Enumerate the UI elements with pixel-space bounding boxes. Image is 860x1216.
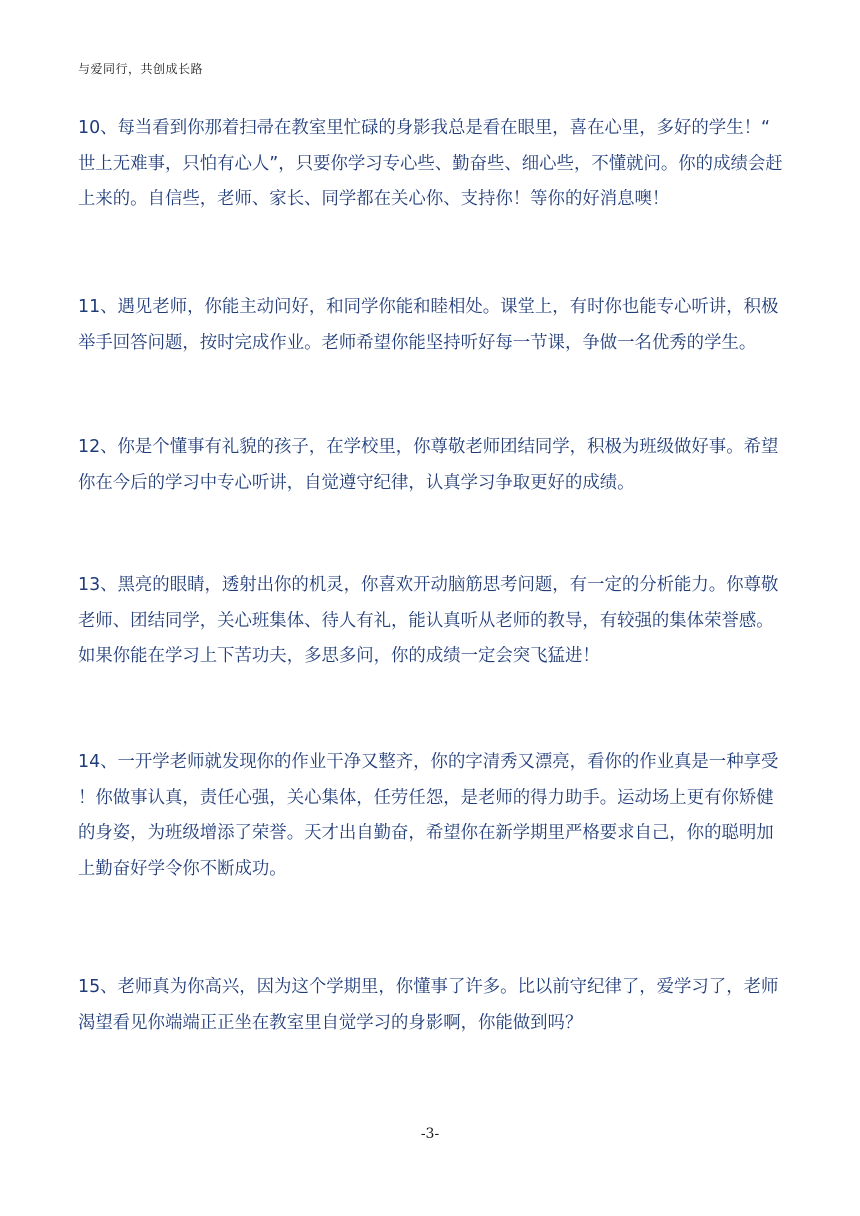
- page-number: -3-: [420, 1126, 440, 1142]
- comment-paragraph-13: 13、黑亮的眼睛，透射出你的机灵，你喜欢开动脑筋思考问题，有一定的分析能力。你尊敬老师、团结同学，关心班集体、待人有礼，能认真听从老师的教导，有较强的集体荣誉感。如果你能在学习上下苦功夫，多思多问，你的成绩一定会突飞猛进！: [78, 575, 779, 666]
- comment-paragraph-14: 14、一开学老师就发现你的作业干净又整齐，你的字清秀又漂亮，看你的作业真是一种享受！你做事认真，责任心强，关心集体，任劳任怨，是老师的得力助手。运动场上更有你矫健的身姿，为班级增添了荣誉。天才出自勤奋，希望你在新学期里严格要求自己，你的聪明加上勤奋好学令你不断成功。: [78, 752, 779, 879]
- comment-paragraph-10: 10、每当看到你那着扫帚在教室里忙碌的身影我总是看在眼里，喜在心里，多好的学生！“世上无难事，只怕有心人”，只要你学习专心些、勤奋些、细心些，不懂就问。你的成绩会赶上来的。自信些，老师、家长、同学都在关心你、支持你！等你的好消息噢！: [78, 118, 783, 209]
- comment-paragraph-11: 11、遇见老师，你能主动问好，和同学你能和睦相处。课堂上，有时你也能专心听讲，积极举手回答问题，按时完成作业。老师希望你能坚持听好每一节课，争做一名优秀的学生。: [78, 297, 779, 353]
- page-header: 与爱同行，共创成长路: [78, 62, 204, 76]
- comment-paragraph-15: 15、老师真为你高兴，因为这个学期里，你懂事了许多。比以前守纪律了，爱学习了，老师渴望看见你端端正正坐在教室里自觉学习的身影啊，你能做到吗？: [78, 977, 779, 1033]
- comment-paragraph-12: 12、你是个懂事有礼貌的孩子，在学校里，你尊敬老师团结同学，积极为班级做好事。希望你在今后的学习中专心听讲，自觉遵守纪律，认真学习争取更好的成绩。: [78, 437, 779, 493]
